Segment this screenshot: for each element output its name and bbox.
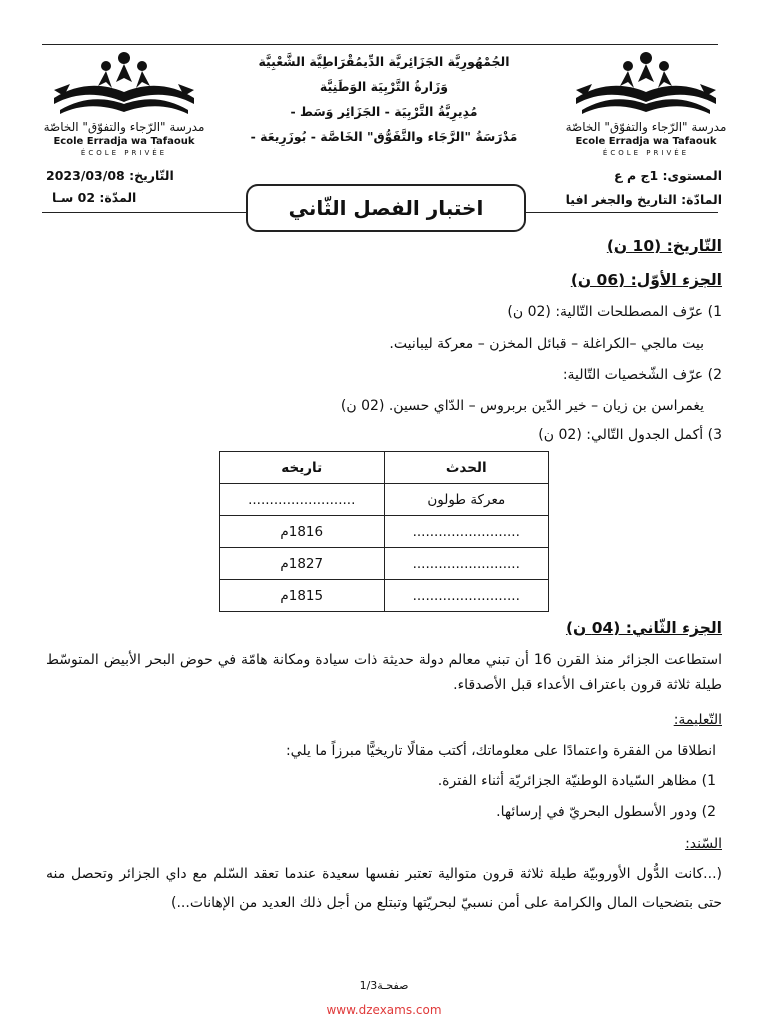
- table-cell: .........................: [384, 580, 549, 612]
- question-1-terms: بيت مالجي –الكراغلة – قبائل المخزن – معركة ليبانيت.: [389, 336, 704, 352]
- part2-heading: الجزء الثّاني: (04 ن): [565, 619, 722, 637]
- logo-emblem-icon: [40, 48, 208, 120]
- duration-label: المدّة: 02 سـا: [52, 190, 137, 205]
- events-table: [219, 451, 549, 612]
- table-cell: .........................: [384, 516, 549, 548]
- logo-name-french: Ecole Erradja wa Tafaouk: [53, 136, 195, 147]
- table-cell: .........................: [384, 548, 549, 580]
- table-header-event: الحدث: [384, 452, 549, 484]
- table-cell: .........................: [220, 484, 385, 516]
- source-text: (...كانت الدُّول الأوروبيّة طيلة ثلاثة قرون متوالية تعتبر نفسها سعيدة عندما تعقد السّلم مع داي الجزائر وتحصل منه حتى بتضحيات المال والكرامة على أمن نسبيّ لبحريّتها وتبتلع من أجل ذلك العديد من الإهانات...): [46, 866, 722, 911]
- table-cell: 1827م: [220, 548, 385, 580]
- table-cell: 1816م: [220, 516, 385, 548]
- header-directorate: مُدِيرِيَّةُ التَّرْبِيَة - الجَزَائِر وَسَط -: [290, 104, 478, 119]
- table-row: [220, 484, 549, 516]
- date-label: التّاريخ: 2023/03/08: [46, 168, 174, 183]
- table-header-date: تاريخه: [220, 452, 385, 484]
- history-heading: التّاريخ: (10 ن): [606, 237, 722, 255]
- website-watermark[interactable]: www.dzexams.com: [326, 1003, 442, 1017]
- logo-name-arabic: مدرسة "الرّجاء والتفوّق" الخاصّة: [43, 120, 205, 134]
- header-ministry: وَزَارةُ التَّرْبِيَة الوَطَنِيَّة: [319, 79, 449, 94]
- table-cell: معركة طولون: [384, 484, 549, 516]
- question-2: 2) عرّف الشّخصيات التّالية:: [562, 367, 722, 383]
- instruction-point-1: 1) مظاهر السّيادة الوطنيّة الجزائريّة أثناء الفترة.: [437, 773, 716, 789]
- source-label: السّند:: [685, 836, 722, 852]
- logo-subtitle: ÉCOLE PRIVÉE: [602, 149, 690, 157]
- instruction-label: التّعليمة:: [673, 712, 722, 728]
- instruction-text: انطلاقا من الفقرة واعتمادًا على معلوماتك، أكتب مقالًا تاريخيًّا مبرزاً ما يلي:: [285, 743, 716, 759]
- instruction-point-2: 2) ودور الأسطول البحريّ في إرسائها.: [496, 804, 716, 820]
- header-republic: الجُمْهُورِيَّة الجَزَائِريَّة الدِّيمُقْرَاطِيَّة الشَّعْبِيَّة: [258, 54, 510, 69]
- logo-name-arabic: مدرسة "الرّجاء والتفوّق" الخاصّة: [565, 120, 727, 134]
- table-cell: 1815م: [220, 580, 385, 612]
- table-row: [220, 580, 549, 612]
- top-rule: [42, 44, 718, 45]
- logo-emblem-icon: [562, 48, 730, 120]
- subject-label: المادّة: التاريخ والجغر افيا: [565, 192, 722, 207]
- part1-heading: الجزء الأوّل: (06 ن): [570, 271, 722, 289]
- logo-name-french: Ecole Erradja wa Tafaouk: [575, 136, 717, 147]
- table-row: [220, 548, 549, 580]
- question-3: 3) أكمل الجدول التّالي: (02 ن): [538, 427, 722, 443]
- school-logo-right: [562, 48, 730, 168]
- header-school: مَدْرَسَةُ "الرَّجَاء والتَّفَوُّق" الخَاصَّة - بُوزَرِيعَة -: [250, 129, 518, 144]
- table-header-row: [220, 452, 549, 484]
- logo-subtitle: ÉCOLE PRIVÉE: [80, 149, 168, 157]
- exam-title: اختبار الفصل الثّاني: [246, 184, 526, 232]
- level-label: المستوى: 1ج م ع: [614, 168, 722, 183]
- question-1: 1) عرّف المصطلحات التّالية: (02 ن): [507, 304, 722, 320]
- page-number: صفحـة1/3: [359, 979, 409, 992]
- school-logo-left: [40, 48, 208, 168]
- table-row: [220, 516, 549, 548]
- question-2-people: يغمراسن بن زيان – خير الدّين بربروس – الدّاي حسين. (02 ن): [340, 398, 704, 414]
- part2-paragraph: استطاعت الجزائر منذ القرن 16 أن تبني معالم دولة حديثة ذات سيادة ومكانة هامّة في حوض البحر الأبيض المتوسّط طيلة ثلاثة قرون باعتراف الأعداء قبل الأصدقاء.: [46, 652, 722, 693]
